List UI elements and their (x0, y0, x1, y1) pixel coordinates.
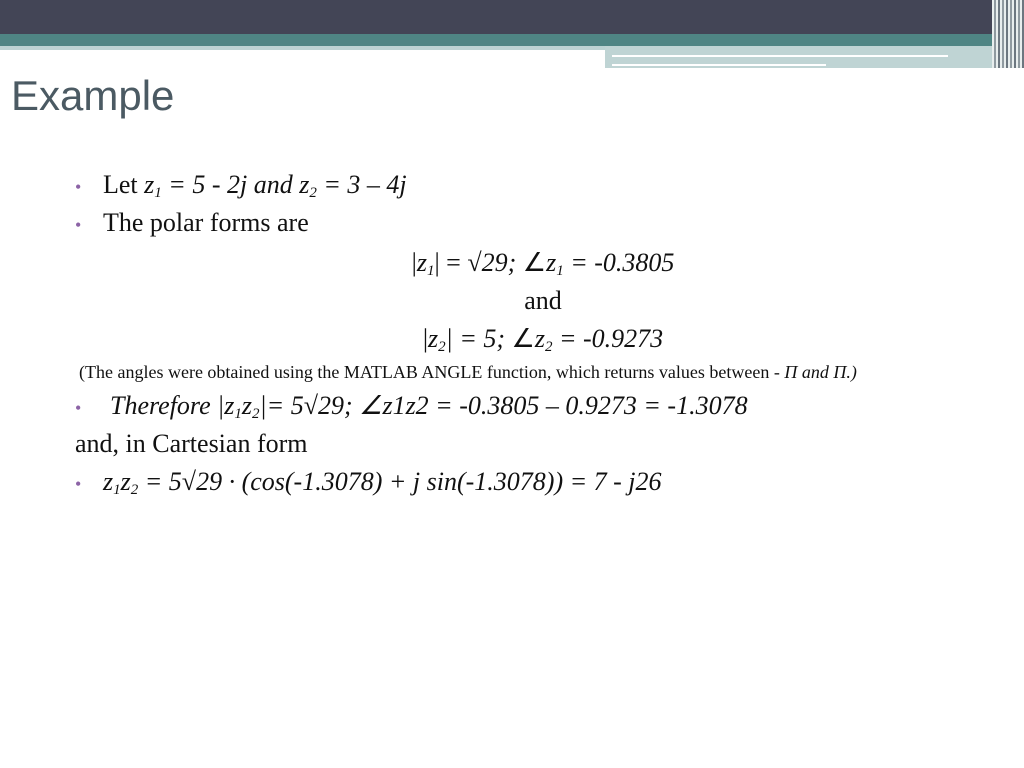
header-band-light (0, 46, 605, 50)
z-symbol: z (416, 248, 427, 277)
matlab-note (79, 360, 857, 384)
z2-subscript: 2 (309, 185, 317, 201)
pi-symbol: Π (833, 362, 847, 382)
z-symbol: z (103, 467, 114, 496)
angle-icon: ∠ (511, 324, 535, 353)
z2-symbol: z (299, 170, 310, 199)
abs-open: | (422, 324, 429, 353)
z2-polar-line (0, 324, 1024, 354)
bullet-2-icon: • (75, 215, 82, 235)
product-cartesian: = 5√29 · (cos(-1.3078) + j sin(-1.3078)) = 7 - j26 (138, 467, 662, 496)
z-subscript: 2 (130, 482, 139, 498)
therefore-text: Therefore | (110, 391, 225, 420)
z1-definition: = 5 - 2j and (161, 170, 300, 199)
z-subscript: 1 (426, 263, 435, 279)
header-line-lower (612, 64, 826, 66)
z-symbol: z (546, 248, 557, 277)
z-symbol: z (428, 324, 439, 353)
bullet-1-text (103, 170, 407, 200)
angle-value: = -0.3805 (563, 248, 675, 277)
bullet-4-text (103, 467, 662, 497)
angle-icon: ∠ (522, 248, 547, 277)
and-line: and (524, 286, 562, 315)
bullet-4-icon: • (75, 474, 82, 494)
slide-title: Example (11, 72, 175, 119)
note-text: (The angles were obtained using the MATLAB ANGLE function, which returns values between - (79, 362, 785, 382)
angle-value: = -0.9273 (552, 324, 664, 353)
note-and: and (797, 362, 834, 382)
z-subscript: 1 (234, 406, 242, 422)
bullet-1-icon: • (75, 177, 82, 197)
magnitude-value: | = 5; (445, 324, 512, 353)
z-subscript: 2 (252, 406, 260, 422)
abs-open: | (411, 248, 417, 277)
z-subscript: 1 (556, 263, 564, 279)
header-line-upper (612, 55, 948, 57)
z1-symbol: z (144, 170, 155, 199)
product-polar: |= 5√29; ∠z1z2 = -0.3805 – 0.9273 = -1.3078 (259, 391, 748, 420)
cartesian-intro: and, in Cartesian form (75, 429, 308, 458)
z-subscript: 2 (544, 339, 553, 355)
z1-polar-line (0, 248, 1024, 278)
note-end: .) (846, 362, 857, 382)
pi-symbol: Π (784, 362, 798, 382)
let-word: Let (103, 170, 145, 199)
magnitude-value: √29; (467, 248, 523, 277)
z-subscript: 2 (438, 339, 446, 355)
bullet-3-text (110, 391, 748, 421)
header-band-dark (0, 0, 1024, 34)
bullet-3-icon: • (75, 398, 82, 418)
z-symbol: z (120, 467, 131, 496)
z-symbol: z (224, 391, 235, 420)
z1-subscript: 1 (154, 185, 162, 201)
z2-definition: = 3 – 4j (316, 170, 407, 199)
z-symbol: z (241, 391, 253, 420)
header-band-teal (0, 34, 1024, 46)
abs-close: | = (434, 248, 468, 277)
bullet-2-text: The polar forms are (103, 208, 309, 237)
z-subscript: 1 (113, 482, 121, 498)
header-stripes (992, 0, 1024, 68)
z-symbol: z (534, 324, 545, 353)
